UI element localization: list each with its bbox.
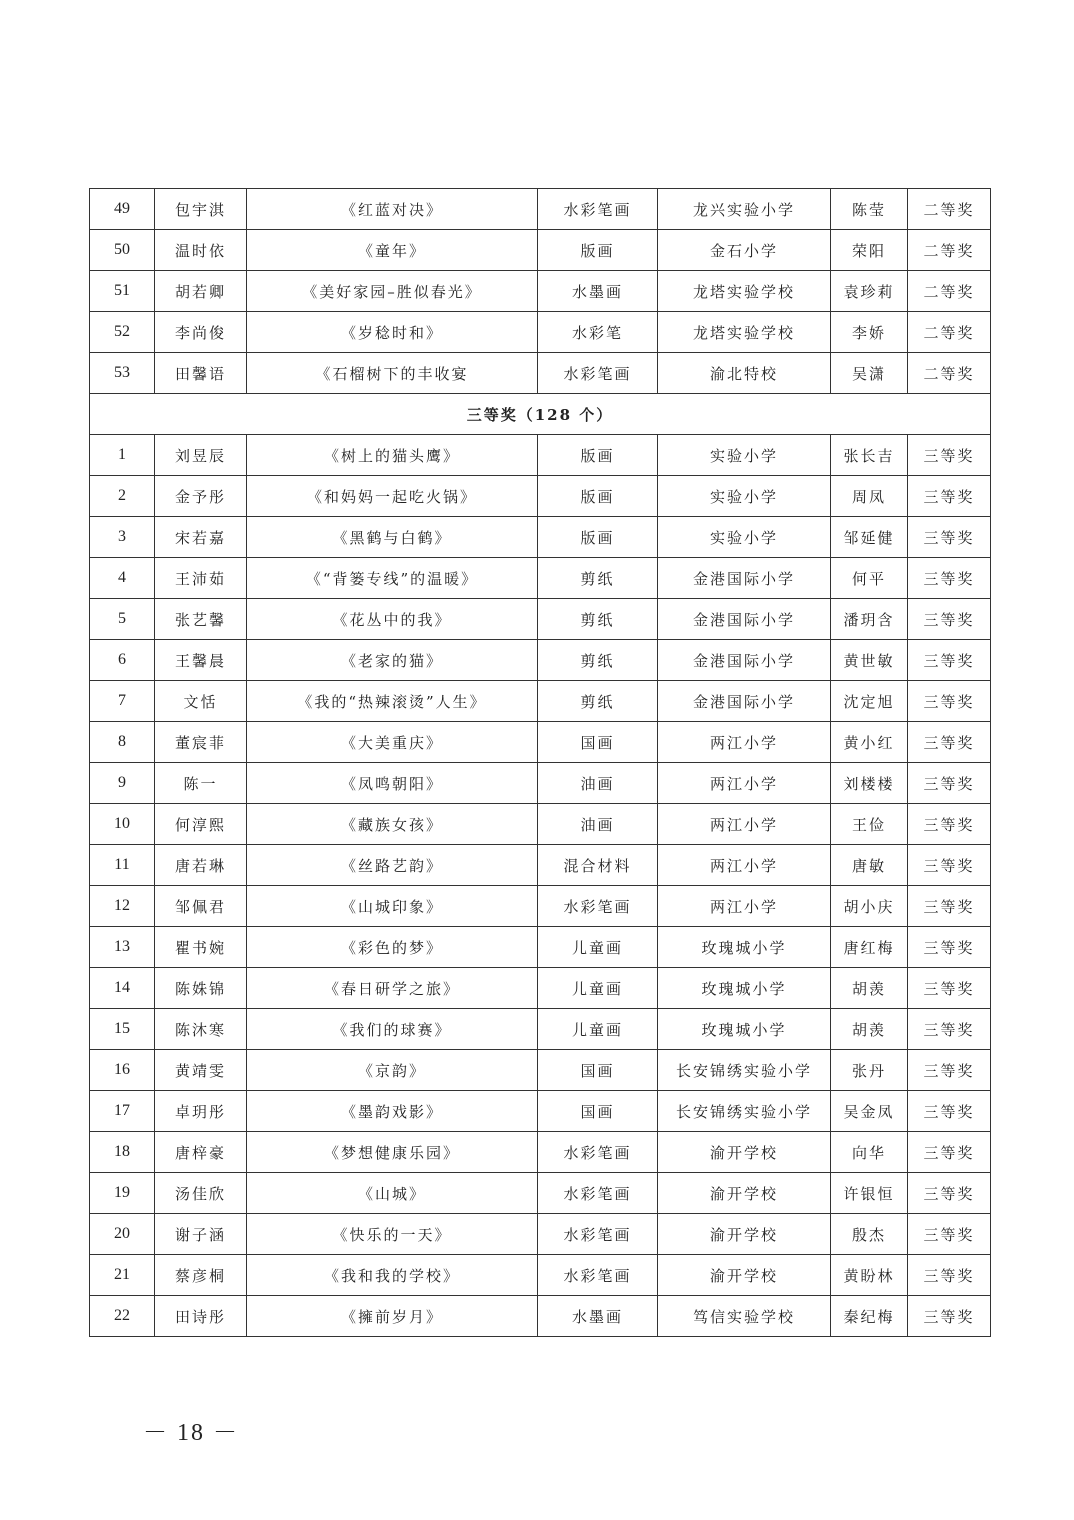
cell-artwork-title: 《藏族女孩》 xyxy=(247,804,538,845)
cell-student-name: 唐梓豪 xyxy=(155,1132,247,1173)
cell-school: 长安锦绣实验小学 xyxy=(658,1091,831,1132)
cell-school: 玫瑰城小学 xyxy=(658,1009,831,1050)
awards-table xyxy=(89,188,991,1337)
cell-teacher: 唐红梅 xyxy=(831,927,908,968)
table-row xyxy=(90,927,991,968)
cell-teacher: 许银恒 xyxy=(831,1173,908,1214)
cell-school: 两江小学 xyxy=(658,886,831,927)
cell-school: 龙塔实验学校 xyxy=(658,312,831,353)
cell-award: 三等奖 xyxy=(908,1296,991,1337)
cell-number: 7 xyxy=(90,681,155,722)
cell-teacher: 王俭 xyxy=(831,804,908,845)
cell-category: 剪纸 xyxy=(538,558,658,599)
cell-artwork-title: 《老家的猫》 xyxy=(247,640,538,681)
cell-artwork-title: 《梦想健康乐园》 xyxy=(247,1132,538,1173)
cell-category: 儿童画 xyxy=(538,1009,658,1050)
cell-number: 13 xyxy=(90,927,155,968)
cell-artwork-title: 《花丛中的我》 xyxy=(247,599,538,640)
table-row xyxy=(90,435,991,476)
cell-school: 金港国际小学 xyxy=(658,558,831,599)
cell-category: 儿童画 xyxy=(538,927,658,968)
cell-award: 二等奖 xyxy=(908,312,991,353)
cell-student-name: 温时依 xyxy=(155,230,247,271)
table-row xyxy=(90,804,991,845)
cell-artwork-title: 《美好家园–胜似春光》 xyxy=(247,271,538,312)
cell-student-name: 卓玥彤 xyxy=(155,1091,247,1132)
second-prize-rows xyxy=(90,189,991,394)
third-prize-heading: 三等奖（128 个） xyxy=(90,394,991,435)
cell-student-name: 何淳熙 xyxy=(155,804,247,845)
cell-artwork-title: 《擁前岁月》 xyxy=(247,1296,538,1337)
cell-school: 金石小学 xyxy=(658,230,831,271)
cell-teacher: 吴金凤 xyxy=(831,1091,908,1132)
cell-artwork-title: 《山城》 xyxy=(247,1173,538,1214)
cell-teacher: 殷杰 xyxy=(831,1214,908,1255)
table-row xyxy=(90,230,991,271)
cell-student-name: 包宇淇 xyxy=(155,189,247,230)
cell-school: 金港国际小学 xyxy=(658,640,831,681)
cell-number: 14 xyxy=(90,968,155,1009)
cell-category: 国画 xyxy=(538,1091,658,1132)
table-row xyxy=(90,1214,991,1255)
cell-teacher: 潘玥含 xyxy=(831,599,908,640)
cell-student-name: 刘昱辰 xyxy=(155,435,247,476)
cell-award: 三等奖 xyxy=(908,681,991,722)
cell-student-name: 田诗彤 xyxy=(155,1296,247,1337)
cell-number: 1 xyxy=(90,435,155,476)
cell-artwork-title: 《我们的球赛》 xyxy=(247,1009,538,1050)
cell-artwork-title: 《石榴树下的丰收宴 xyxy=(247,353,538,394)
cell-category: 版画 xyxy=(538,230,658,271)
cell-category: 水彩笔画 xyxy=(538,886,658,927)
cell-teacher: 张长吉 xyxy=(831,435,908,476)
table-row xyxy=(90,558,991,599)
cell-school: 两江小学 xyxy=(658,845,831,886)
cell-category: 水彩笔画 xyxy=(538,189,658,230)
cell-teacher: 胡小庆 xyxy=(831,886,908,927)
cell-award: 三等奖 xyxy=(908,763,991,804)
cell-teacher: 吴潇 xyxy=(831,353,908,394)
cell-student-name: 陈姝锦 xyxy=(155,968,247,1009)
cell-number: 6 xyxy=(90,640,155,681)
cell-teacher: 刘楼楼 xyxy=(831,763,908,804)
third-prize-section xyxy=(90,394,991,435)
cell-student-name: 田馨语 xyxy=(155,353,247,394)
third-prize-rows xyxy=(90,435,991,1337)
cell-category: 水彩笔画 xyxy=(538,1132,658,1173)
cell-artwork-title: 《彩色的梦》 xyxy=(247,927,538,968)
cell-student-name: 邹佩君 xyxy=(155,886,247,927)
cell-student-name: 文恬 xyxy=(155,681,247,722)
cell-category: 水彩笔画 xyxy=(538,1255,658,1296)
table-row xyxy=(90,640,991,681)
table-row xyxy=(90,599,991,640)
cell-number: 4 xyxy=(90,558,155,599)
cell-student-name: 陈一 xyxy=(155,763,247,804)
cell-award: 三等奖 xyxy=(908,886,991,927)
table-row xyxy=(90,1009,991,1050)
cell-school: 渝北特校 xyxy=(658,353,831,394)
cell-award: 三等奖 xyxy=(908,1132,991,1173)
cell-student-name: 金予彤 xyxy=(155,476,247,517)
cell-category: 水彩笔画 xyxy=(538,353,658,394)
cell-artwork-title: 《凤鸣朝阳》 xyxy=(247,763,538,804)
cell-teacher: 李娇 xyxy=(831,312,908,353)
cell-school: 实验小学 xyxy=(658,517,831,558)
cell-artwork-title: 《快乐的一天》 xyxy=(247,1214,538,1255)
cell-teacher: 黄世敏 xyxy=(831,640,908,681)
cell-category: 剪纸 xyxy=(538,640,658,681)
cell-student-name: 张艺馨 xyxy=(155,599,247,640)
cell-number: 49 xyxy=(90,189,155,230)
cell-artwork-title: 《京韵》 xyxy=(247,1050,538,1091)
cell-award: 三等奖 xyxy=(908,1255,991,1296)
cell-school: 渝开学校 xyxy=(658,1255,831,1296)
cell-number: 5 xyxy=(90,599,155,640)
cell-teacher: 袁珍莉 xyxy=(831,271,908,312)
table-row xyxy=(90,189,991,230)
cell-school: 两江小学 xyxy=(658,804,831,845)
cell-student-name: 胡若卿 xyxy=(155,271,247,312)
cell-category: 油画 xyxy=(538,763,658,804)
cell-school: 金港国际小学 xyxy=(658,681,831,722)
cell-artwork-title: 《黑鹤与白鹤》 xyxy=(247,517,538,558)
table-row xyxy=(90,886,991,927)
cell-school: 笃信实验学校 xyxy=(658,1296,831,1337)
cell-number: 22 xyxy=(90,1296,155,1337)
cell-award: 三等奖 xyxy=(908,927,991,968)
table-row xyxy=(90,681,991,722)
cell-artwork-title: 《墨韵戏影》 xyxy=(247,1091,538,1132)
table-row xyxy=(90,722,991,763)
cell-number: 15 xyxy=(90,1009,155,1050)
cell-artwork-title: 《春日研学之旅》 xyxy=(247,968,538,1009)
cell-artwork-title: 《童年》 xyxy=(247,230,538,271)
cell-award: 二等奖 xyxy=(908,230,991,271)
cell-category: 水墨画 xyxy=(538,1296,658,1337)
cell-category: 水彩笔画 xyxy=(538,1214,658,1255)
cell-category: 版画 xyxy=(538,476,658,517)
cell-category: 剪纸 xyxy=(538,681,658,722)
cell-award: 二等奖 xyxy=(908,189,991,230)
cell-school: 渝开学校 xyxy=(658,1214,831,1255)
cell-number: 8 xyxy=(90,722,155,763)
cell-student-name: 谢子涵 xyxy=(155,1214,247,1255)
cell-award: 二等奖 xyxy=(908,353,991,394)
table-row xyxy=(90,845,991,886)
cell-student-name: 黄靖雯 xyxy=(155,1050,247,1091)
cell-student-name: 汤佳欣 xyxy=(155,1173,247,1214)
cell-school: 玫瑰城小学 xyxy=(658,968,831,1009)
cell-category: 版画 xyxy=(538,517,658,558)
cell-number: 17 xyxy=(90,1091,155,1132)
cell-artwork-title: 《岁稔时和》 xyxy=(247,312,538,353)
table-row xyxy=(90,517,991,558)
cell-category: 水墨画 xyxy=(538,271,658,312)
cell-number: 20 xyxy=(90,1214,155,1255)
cell-artwork-title: 《我和我的学校》 xyxy=(247,1255,538,1296)
cell-category: 国画 xyxy=(538,1050,658,1091)
cell-number: 11 xyxy=(90,845,155,886)
cell-teacher: 胡羡 xyxy=(831,968,908,1009)
cell-award: 三等奖 xyxy=(908,845,991,886)
cell-teacher: 秦纪梅 xyxy=(831,1296,908,1337)
cell-number: 9 xyxy=(90,763,155,804)
cell-school: 实验小学 xyxy=(658,435,831,476)
table-row xyxy=(90,353,991,394)
cell-teacher: 张丹 xyxy=(831,1050,908,1091)
cell-student-name: 王沛茹 xyxy=(155,558,247,599)
cell-student-name: 李尚俊 xyxy=(155,312,247,353)
cell-category: 国画 xyxy=(538,722,658,763)
table-row xyxy=(90,1050,991,1091)
cell-teacher: 唐敏 xyxy=(831,845,908,886)
cell-school: 金港国际小学 xyxy=(658,599,831,640)
cell-award: 三等奖 xyxy=(908,1214,991,1255)
cell-award: 三等奖 xyxy=(908,640,991,681)
cell-award: 三等奖 xyxy=(908,1009,991,1050)
cell-category: 水彩笔 xyxy=(538,312,658,353)
cell-number: 10 xyxy=(90,804,155,845)
cell-award: 三等奖 xyxy=(908,558,991,599)
cell-award: 三等奖 xyxy=(908,1050,991,1091)
cell-school: 玫瑰城小学 xyxy=(658,927,831,968)
cell-artwork-title: 《我的“热辣滚烫”人生》 xyxy=(247,681,538,722)
cell-award: 三等奖 xyxy=(908,517,991,558)
cell-school: 龙兴实验小学 xyxy=(658,189,831,230)
cell-number: 12 xyxy=(90,886,155,927)
cell-artwork-title: 《大美重庆》 xyxy=(247,722,538,763)
cell-award: 三等奖 xyxy=(908,476,991,517)
table-row xyxy=(90,312,991,353)
cell-award: 三等奖 xyxy=(908,968,991,1009)
table-row xyxy=(90,1255,991,1296)
table-row xyxy=(90,1173,991,1214)
cell-teacher: 向华 xyxy=(831,1132,908,1173)
table-row xyxy=(90,1091,991,1132)
cell-school: 渝开学校 xyxy=(658,1173,831,1214)
cell-school: 长安锦绣实验小学 xyxy=(658,1050,831,1091)
cell-school: 渝开学校 xyxy=(658,1132,831,1173)
cell-teacher: 沈定旭 xyxy=(831,681,908,722)
cell-student-name: 瞿书婉 xyxy=(155,927,247,968)
cell-number: 18 xyxy=(90,1132,155,1173)
cell-teacher: 何平 xyxy=(831,558,908,599)
cell-award: 三等奖 xyxy=(908,804,991,845)
cell-student-name: 宋若嘉 xyxy=(155,517,247,558)
cell-number: 21 xyxy=(90,1255,155,1296)
cell-category: 混合材料 xyxy=(538,845,658,886)
cell-teacher: 周凤 xyxy=(831,476,908,517)
cell-student-name: 董宸菲 xyxy=(155,722,247,763)
cell-student-name: 陈沐寒 xyxy=(155,1009,247,1050)
cell-category: 油画 xyxy=(538,804,658,845)
cell-teacher: 黄小红 xyxy=(831,722,908,763)
cell-number: 16 xyxy=(90,1050,155,1091)
cell-teacher: 胡羡 xyxy=(831,1009,908,1050)
cell-school: 两江小学 xyxy=(658,763,831,804)
table-row xyxy=(90,763,991,804)
cell-student-name: 蔡彦桐 xyxy=(155,1255,247,1296)
cell-teacher: 邹延健 xyxy=(831,517,908,558)
cell-teacher: 荣阳 xyxy=(831,230,908,271)
cell-number: 3 xyxy=(90,517,155,558)
cell-number: 52 xyxy=(90,312,155,353)
cell-category: 剪纸 xyxy=(538,599,658,640)
cell-category: 版画 xyxy=(538,435,658,476)
cell-artwork-title: 《树上的猫头鹰》 xyxy=(247,435,538,476)
cell-award: 三等奖 xyxy=(908,435,991,476)
cell-student-name: 唐若琳 xyxy=(155,845,247,886)
cell-school: 实验小学 xyxy=(658,476,831,517)
section-heading-row xyxy=(90,394,991,435)
cell-number: 51 xyxy=(90,271,155,312)
cell-student-name: 王馨晨 xyxy=(155,640,247,681)
cell-award: 三等奖 xyxy=(908,599,991,640)
table-row xyxy=(90,1296,991,1337)
cell-artwork-title: 《红蓝对决》 xyxy=(247,189,538,230)
cell-teacher: 黄盼林 xyxy=(831,1255,908,1296)
cell-artwork-title: 《丝路艺韵》 xyxy=(247,845,538,886)
cell-award: 三等奖 xyxy=(908,722,991,763)
table-row xyxy=(90,476,991,517)
table-row xyxy=(90,271,991,312)
cell-artwork-title: 《“背篓专线”的温暖》 xyxy=(247,558,538,599)
cell-category: 儿童画 xyxy=(538,968,658,1009)
cell-artwork-title: 《山城印象》 xyxy=(247,886,538,927)
cell-school: 龙塔实验学校 xyxy=(658,271,831,312)
cell-number: 2 xyxy=(90,476,155,517)
cell-teacher: 陈莹 xyxy=(831,189,908,230)
page-number: － 18 － xyxy=(143,1420,239,1446)
cell-number: 53 xyxy=(90,353,155,394)
table-row xyxy=(90,1132,991,1173)
cell-category: 水彩笔画 xyxy=(538,1173,658,1214)
cell-number: 19 xyxy=(90,1173,155,1214)
cell-award: 三等奖 xyxy=(908,1091,991,1132)
table-row xyxy=(90,968,991,1009)
cell-school: 两江小学 xyxy=(658,722,831,763)
cell-award: 三等奖 xyxy=(908,1173,991,1214)
cell-artwork-title: 《和妈妈一起吃火锅》 xyxy=(247,476,538,517)
cell-award: 二等奖 xyxy=(908,271,991,312)
cell-number: 50 xyxy=(90,230,155,271)
